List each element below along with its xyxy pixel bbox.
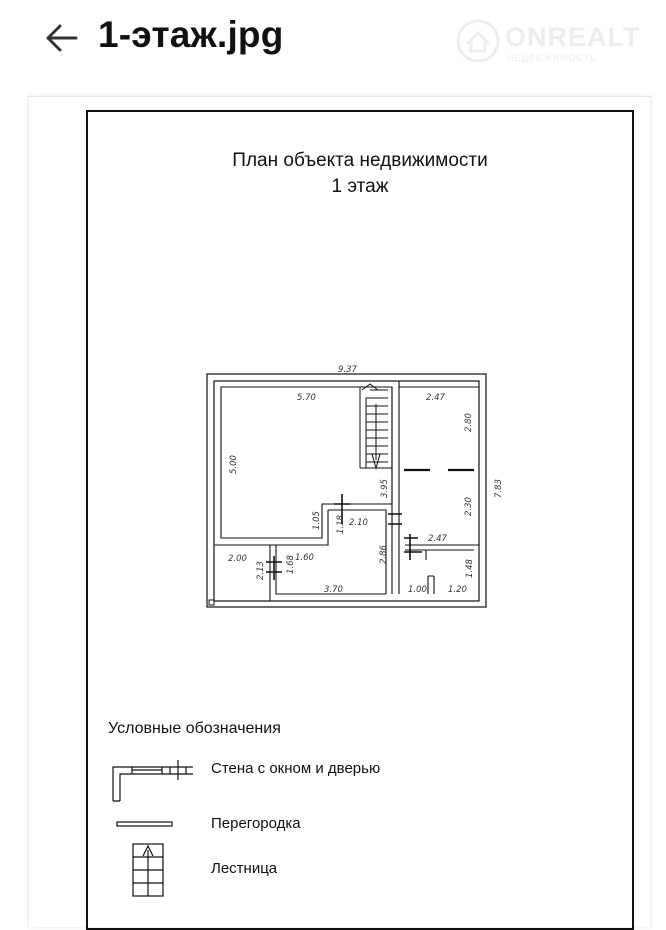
watermark-tagline: НЕДВИЖИМОСТЬ xyxy=(507,53,597,63)
dim-bath-left: 1.00 xyxy=(408,585,427,595)
center-wall xyxy=(392,381,399,594)
stairs-plan xyxy=(360,384,392,468)
dim-left-room-height: 2.13 xyxy=(256,561,266,580)
legend-wall-label: Стена с окном и дверью xyxy=(211,760,381,777)
dim-right-mid-height: 2.30 xyxy=(464,497,474,516)
dim-bath-height: 1.48 xyxy=(465,559,475,578)
dim-top-right-height: 2.80 xyxy=(464,413,474,432)
legend-stairs-symbol xyxy=(133,844,163,896)
dim-corridor-height: 2.86 xyxy=(379,545,389,564)
dim-overall-width: 9.37 xyxy=(338,365,357,375)
dim-hall-bottom: 3.70 xyxy=(324,585,343,595)
dim-top-right-width: 2.47 xyxy=(426,393,445,403)
dim-corridor-gap: 1.18 xyxy=(336,515,346,534)
dim-hall-opening: 1.68 xyxy=(286,555,296,574)
bath-partition xyxy=(428,576,434,594)
legend-title: Условные обозначения xyxy=(108,720,281,737)
file-title: 1-этаж.jpg xyxy=(98,14,284,55)
legend-partition-symbol xyxy=(117,822,172,826)
legend-wall-symbol xyxy=(113,760,193,801)
dim-bath-right: 1.20 xyxy=(448,585,467,595)
outer-wall-inner xyxy=(214,381,479,601)
plan-title: План объекта недвижимости xyxy=(232,150,488,171)
corridor-wall xyxy=(270,510,386,594)
left-room-corner xyxy=(209,600,214,605)
bath-wall xyxy=(405,545,479,550)
dim-bath-width: 2.47 xyxy=(428,534,447,544)
legend-stairs-label: Лестница xyxy=(211,860,278,877)
watermark-brand: ONREALT xyxy=(505,22,641,52)
dim-corridor-step: 1.05 xyxy=(312,511,322,530)
legend-partition-label: Перегородка xyxy=(211,815,301,832)
plan-subtitle: 1 этаж xyxy=(331,176,389,197)
dim-corridor-width: 2.10 xyxy=(349,518,368,528)
dim-hall-top: 1.60 xyxy=(295,553,314,563)
dim-overall-height: 7.83 xyxy=(494,479,504,498)
outer-wall-outer xyxy=(207,374,486,607)
dim-room-main-height: 5.00 xyxy=(229,455,239,474)
dim-room-main-width: 5.70 xyxy=(297,393,316,403)
dim-stair-height: 3.95 xyxy=(380,479,390,498)
dim-left-room-width: 2.00 xyxy=(228,554,247,564)
